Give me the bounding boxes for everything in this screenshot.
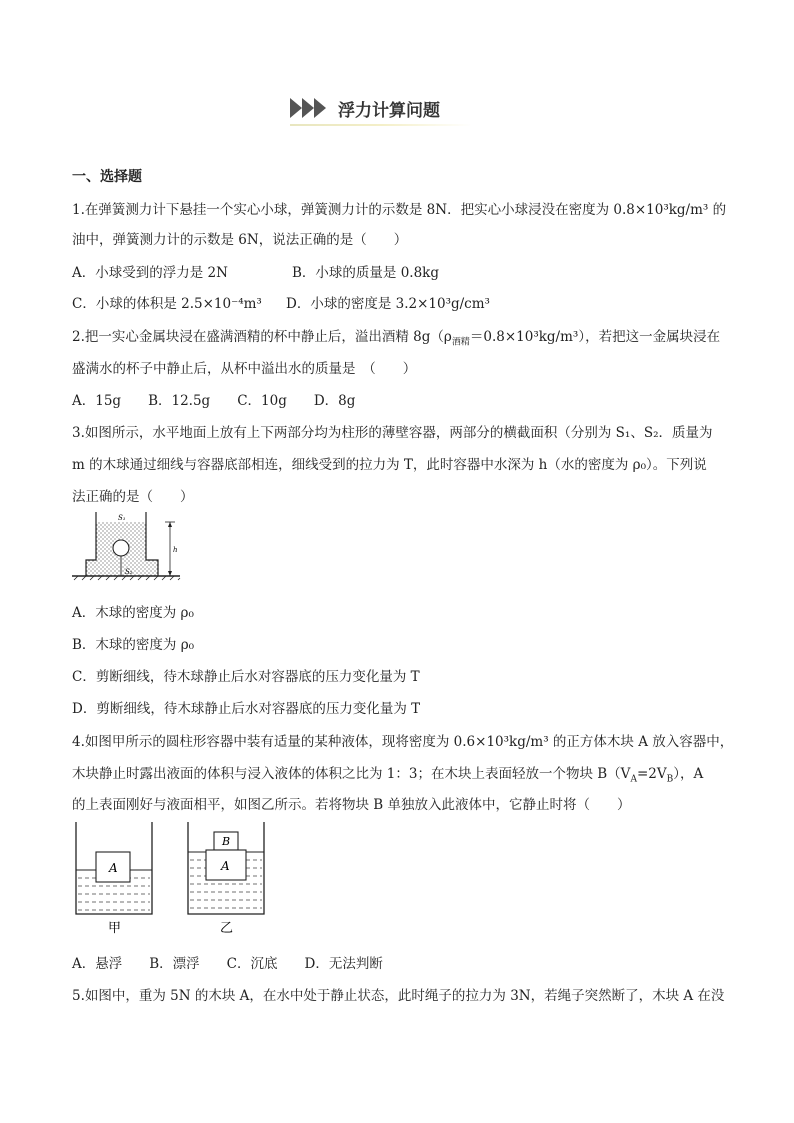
q4-figure-yi <box>186 820 268 938</box>
q1-option-a: A．小球受到的浮力是 2N <box>72 265 228 281</box>
figure-caption-yi: 乙 <box>220 921 234 936</box>
q2-line1-text-b: ＝0.8×10³kg/m³），若把这一金属块浸在 <box>469 329 721 345</box>
h-label: h <box>173 546 178 554</box>
q4-line2 <box>72 762 703 785</box>
wooden-ball <box>113 540 129 556</box>
q1-option-b: B．小球的质量是 0.8kg <box>292 265 440 281</box>
q3-option-a: A．木球的密度为 ρ₀ <box>72 605 194 621</box>
liquid-dashes <box>78 878 150 910</box>
block-b-label: B <box>222 835 231 848</box>
chevron-right-icon <box>302 98 314 118</box>
q2-line1 <box>72 325 720 348</box>
q3-container-figure <box>70 510 190 586</box>
page-title: 浮力计算问题 <box>338 101 440 121</box>
title-underline <box>290 124 472 126</box>
chevron-right-icon <box>290 98 302 118</box>
q3-option-d: D．剪断细线，待木球静止后水对容器底的压力变化量为 T <box>72 701 421 717</box>
q4-line1: 4.如图甲所示的圆柱形容器中装有适量的某种液体，现将密度为 0.6×10³kg/m³ 的正方体木块 A 放入容器中， <box>72 734 734 750</box>
q1-line1: 1.在弹簧测力计下悬挂一个实心小球，弹簧测力计的示数是 8N．把实心小球浸没在密度为 0.8×10³kg/m³ 的 <box>72 202 727 218</box>
q4-figure-jia <box>74 820 156 938</box>
block-a-label: A <box>221 859 230 873</box>
page-title-banner <box>290 94 472 130</box>
q4-line2-text: 木块静止时露出液面的体积与浸入液体的体积之比为 1：3；在木块上表面轻放一个物块 B（V <box>72 766 631 782</box>
block-a-label: A <box>109 861 118 875</box>
chevron-right-icon <box>314 98 326 118</box>
q4-line2-end: ），A <box>673 766 704 782</box>
q2-rho-subscript: 酒精 <box>451 337 470 348</box>
q1-line2: 油中，弹簧测力计的示数是 6N，说法正确的是（ ） <box>72 232 408 248</box>
q1-option-c: C．小球的体积是 2.5×10⁻⁴m³ <box>72 296 262 312</box>
q3-line1: 3.如图所示，水平地面上放有上下两部分均为柱形的薄壁容器，两部分的横截面积（分别为 S₁、S₂．质量为 <box>72 425 713 441</box>
q4-vb-subscript: B <box>666 774 674 785</box>
q4-va-subscript: A <box>630 774 637 785</box>
q4-options: A．悬浮 B．漂浮 C．沉底 D．无法判断 <box>72 956 383 972</box>
q3-line2: m 的木球通过细线与容器底部相连，细线受到的拉力为 T，此时容器中水深为 h（水的密度为 ρ₀）。下列说 <box>72 457 707 473</box>
s2-label: S₂ <box>125 568 133 576</box>
q5-line1: 5.如图中，重为 5N 的木块 A，在水中处于静止状态，此时绳子的拉力为 3N，若绳子突然断了，木块 A 在没 <box>72 988 725 1004</box>
q1-option-d: D．小球的密度是 3.2×10³g/cm³ <box>286 296 490 312</box>
s1-label: S₁ <box>118 514 126 522</box>
q2-line1-text-a: 2.把一实心金属块浸在盛满酒精的杯中静止后，溢出酒精 8g（ρ <box>72 329 452 345</box>
q2-line2: 盛满水的杯子中静止后，从杯中溢出水的质量是 （ ） <box>72 361 417 377</box>
water-lower <box>86 560 158 576</box>
q3-option-b: B．木球的密度为 ρ₀ <box>72 637 195 653</box>
q2-options: A．15g B．12.5g C．10g D．8g <box>72 393 356 409</box>
q4-line2-mid: =2V <box>636 766 667 782</box>
section-heading: 一、选择题 <box>72 169 142 185</box>
q3-option-c: C．剪断细线，待木球静止后水对容器底的压力变化量为 T <box>72 669 420 685</box>
q3-line3: 法正确的是（ ） <box>72 489 194 505</box>
q4-line3: 的上表面刚好与液面相平，如图乙所示。若将物块 B 单独放入此液体中，它静止时将（ ） <box>72 797 631 813</box>
figure-caption-jia: 甲 <box>108 921 122 936</box>
